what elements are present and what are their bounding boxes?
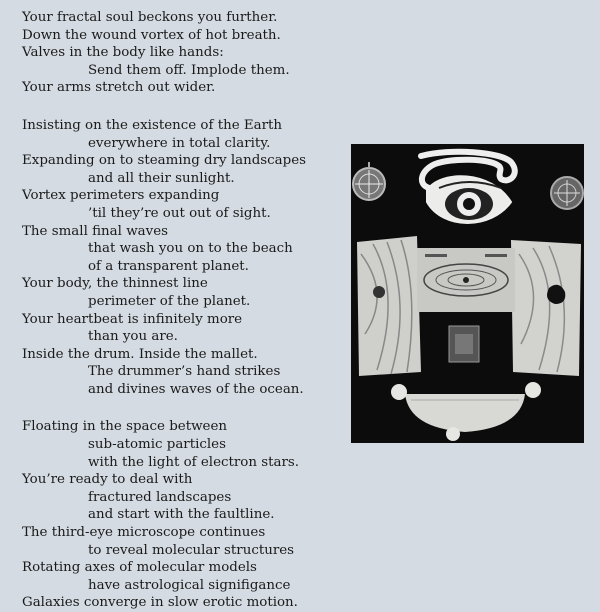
- poem-line: Insisting on the existence of the Earth: [22, 117, 283, 133]
- right-pattern-panel: [511, 240, 581, 376]
- poem-line: The small final waves: [22, 223, 168, 239]
- poem-line: than you are.: [88, 329, 178, 345]
- poem-line: everywhere in total clarity.: [88, 135, 271, 151]
- left-pattern-panel: [357, 236, 421, 376]
- poem-line: perimeter of the planet.: [88, 293, 251, 309]
- stanza-gap: [22, 398, 332, 418]
- poem-line: and start with the faultline.: [88, 507, 275, 523]
- eye-icon: [421, 152, 515, 223]
- poem-line: The drummer’s hand strikes: [88, 364, 281, 380]
- poem-line: You’re ready to deal with: [22, 472, 193, 488]
- poem-line: Your arms stretch out wider.: [22, 80, 216, 96]
- collage-svg: [351, 144, 584, 443]
- poem-line: to reveal molecular structures: [88, 542, 295, 558]
- poem-line: Expanding on to steaming dry landscapes: [22, 153, 307, 169]
- poem-line: Inside the drum. Inside the mallet.: [22, 346, 258, 362]
- compass-icon-right: [551, 177, 583, 209]
- poem-line: Valves in the body like hands:: [22, 45, 224, 61]
- stanza-gap: [22, 97, 332, 117]
- poem-line: The third-eye microscope continues: [22, 525, 266, 541]
- poem-line: have astrological signifigance: [88, 577, 291, 593]
- poem-line: Galaxies converge in slow erotic motion.: [22, 595, 298, 611]
- poem-line: Send them off. Implode them.: [88, 62, 290, 78]
- poem-line: sub-atomic particles: [88, 437, 226, 453]
- glass-cube: [449, 326, 479, 362]
- poem-line: Floating in the space between: [22, 419, 228, 435]
- poem: [22, 9, 332, 612]
- poem-line: Rotating axes of molecular models: [22, 560, 257, 576]
- poem-line: Your fractal soul beckons you further.: [22, 10, 278, 25]
- poem-line: that wash you on to the beach: [88, 241, 293, 257]
- poem-line: Vortex perimeters expanding: [22, 188, 220, 204]
- poem-line: ’til they’re out out of sight.: [88, 205, 271, 221]
- half-disc: [391, 382, 541, 441]
- poem-line: Your body, the thinnest line: [22, 276, 208, 292]
- compass-icon-left: [353, 162, 385, 200]
- collage-artwork: [351, 144, 584, 443]
- poem-line: Down the wound vortex of hot breath.: [22, 27, 281, 43]
- poem-line: fractured landscapes: [88, 489, 232, 505]
- orbit-diagram-icon: [417, 248, 515, 312]
- poem-line: and all their sunlight.: [88, 170, 235, 186]
- poem-line: and divines waves of the ocean.: [88, 381, 304, 397]
- poem-line: with the light of electron stars.: [88, 454, 299, 470]
- poem-line: Your heartbeat is infinitely more: [22, 311, 243, 327]
- poem-line: of a transparent planet.: [88, 258, 249, 274]
